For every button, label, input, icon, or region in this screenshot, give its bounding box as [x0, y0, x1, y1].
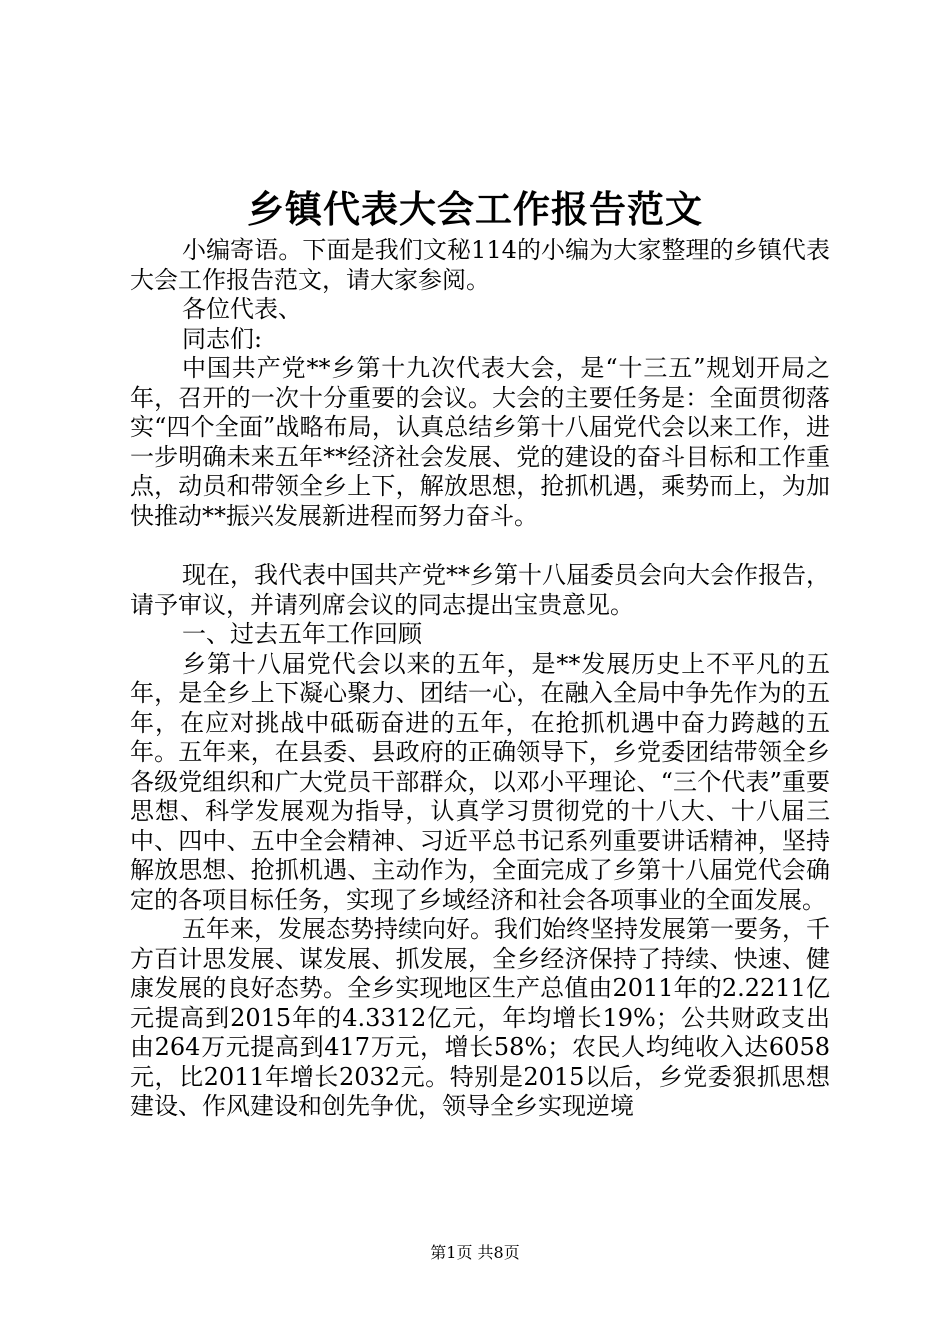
- review-paragraph: 乡第十八届党代会以来的五年，是**发展历史上不平凡的五年，是全乡上下凝心聚力、团结一心，在融入全局中争先作为的五年，在应对挑战中砥砺奋进的五年，在抢抓机遇中奋力跨越的五年。五年来，在县委、县政府的正确领导下，乡党委团结带领全乡各级党组织和广大党员干部群众，以邓小平理论、“三个代表”重要思想、科学发展观为指导，认真学习贯彻党的十八大、十八届三中、四中、五中全会精神、习近平总书记系列重要讲话精神，坚持解放思想、抢抓机遇、主动作为，全面完成了乡第十八届党代会确定的各项目标任务，实现了乡域经济和社会各项事业的全面发展。: [130, 649, 830, 914]
- page-footer: 第1页 共8页: [430, 1243, 520, 1262]
- document-body: [130, 236, 830, 1122]
- salutation-comrades: 同志们:: [182, 324, 263, 353]
- opening-paragraph: 中国共产党**乡第十九次代表大会，是“十三五”规划开局之年，召开的一次十分重要的会议。大会的主要任务是：全面贯彻落实“四个全面”战略布局，认真总结乡第十八届党代会以来工作，进一步明确未来五年**经济社会发展、党的建设的奋斗目标和工作重点，动员和带领全乡上下，解放思想，抢抓机遇，乘势而上，为加快推动**振兴发展新进程而努力奋斗。: [130, 354, 830, 530]
- section-heading: 一、过去五年工作回顾: [182, 620, 422, 648]
- document-title: 乡镇代表大会工作报告范文: [247, 187, 703, 231]
- report-paragraph: 现在，我代表中国共产党**乡第十八届委员会向大会作报告，请予审议，并请列席会议的同志提出宝贵意见。: [130, 561, 830, 619]
- intro-paragraph: 小编寄语。下面是我们文秘114的小编为大家整理的乡镇代表大会工作报告范文，请大家参阅。: [130, 236, 830, 294]
- development-paragraph: 五年来，发展态势持续向好。我们始终坚持发展第一要务，千方百计思发展、谋发展、抓发展，全乡经济保持了持续、快速、健康发展的良好态势。全乡实现地区生产总值由2011年的2.2211亿元提高到2015年的4.3312亿元，年均增长19%；公共财政支出由264万元提高到417万元，增长58%；农民人均纯收入达6058元，比2011年增长2032元。特别是2015以后，乡党委狠抓思想建设、作风建设和创先争优，领导全乡实现逆境: [130, 915, 830, 1120]
- salutation-delegates: 各位代表、: [182, 295, 302, 323]
